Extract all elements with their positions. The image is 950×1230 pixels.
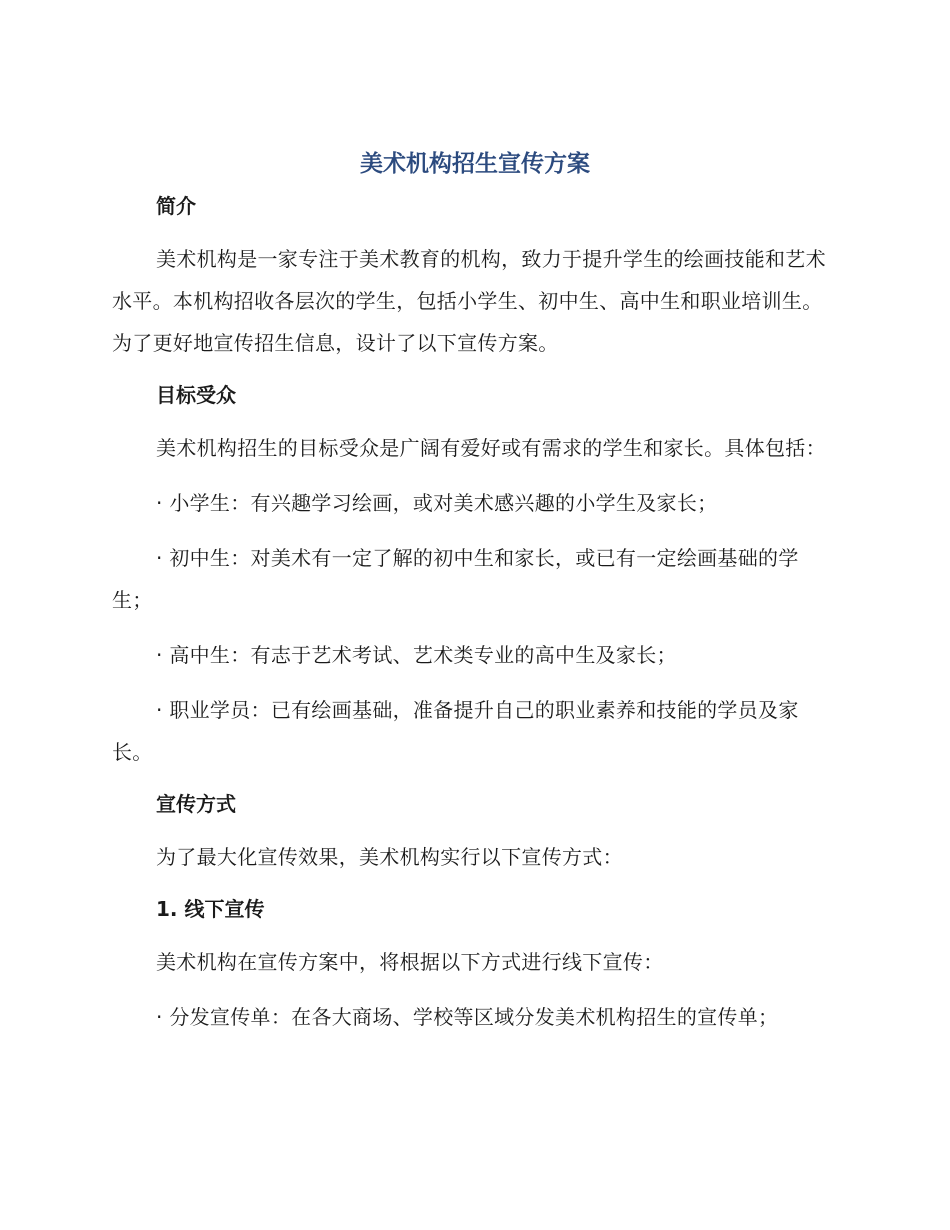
section-heading-offline: 1. 线下宣传 [156, 897, 265, 921]
list-item-high: · 高中生：有志于艺术考试、艺术类专业的高中生及家长； [156, 643, 677, 667]
document-title: 美术机构招生宣传方案 [360, 151, 590, 177]
paragraph-offline: 美术机构在宣传方案中，将根据以下方式进行线下宣传： [156, 950, 664, 974]
list-item-middle: · 初中生：对美术有一定了解的初中生和家长，或已有一定绘画基础的学生； [112, 546, 799, 612]
document-body [112, 188, 836, 1038]
list-item-vocational: · 职业学员：已有绘画基础，准备提升自己的职业素养和技能的学员及家长。 [112, 698, 799, 764]
list-item-primary: · 小学生：有兴趣学习绘画，或对美术感兴趣的小学生及家长； [156, 491, 718, 515]
paragraph-methods: 为了最大化宣传效果，美术机构实行以下宣传方式： [156, 845, 623, 869]
section-heading-methods: 宣传方式 [156, 792, 236, 816]
paragraph-intro: 美术机构是一家专注于美术教育的机构，致力于提升学生的绘画技能和艺术水平。本机构招收各层次的学生，包括小学生、初中生、高中生和职业培训生。为了更好地宣传招生信息，设计了以下宣传方案。 [112, 247, 826, 355]
section-heading-audience: 目标受众 [156, 383, 236, 407]
paragraph-audience: 美术机构招生的目标受众是广阔有爱好或有需求的学生和家长。具体包括： [156, 436, 826, 460]
section-heading-intro: 简介 [156, 194, 196, 218]
list-item-flyers: · 分发宣传单：在各大商场、学校等区域分发美术机构招生的宣传单； [156, 1005, 779, 1029]
